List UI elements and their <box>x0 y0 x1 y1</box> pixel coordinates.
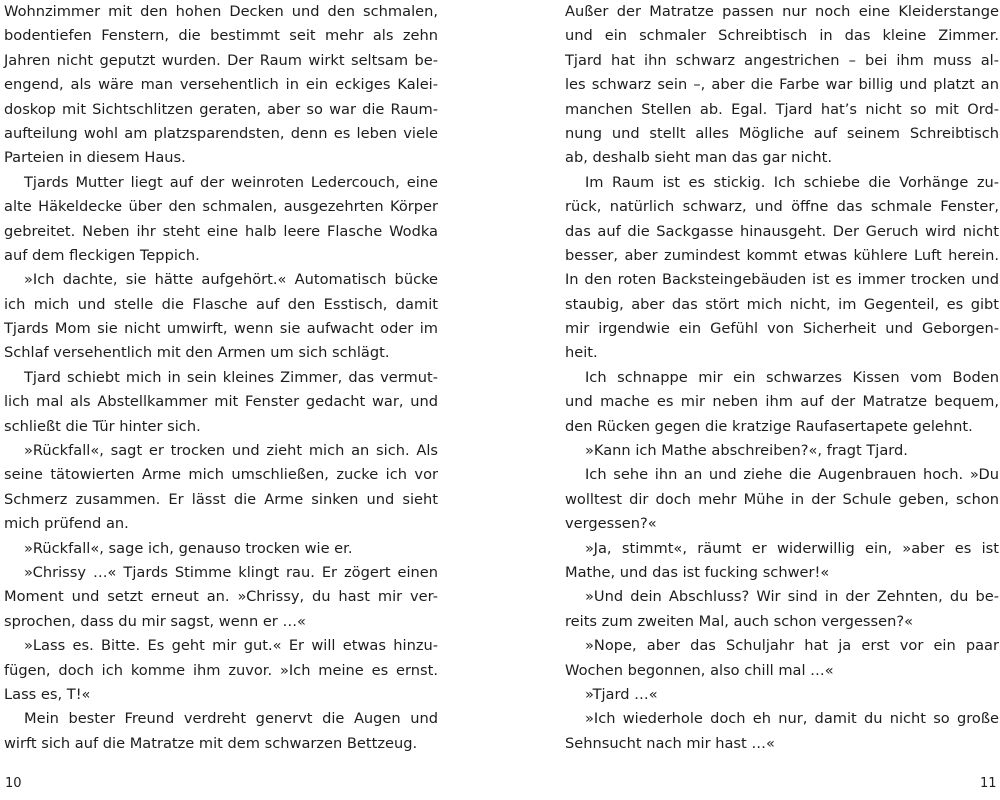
text-line: auf dem fleckigen Teppich. <box>4 246 200 264</box>
text-line: Wohnzimmer mit den hohen Decken und den schmalen, <box>4 3 438 20</box>
text-line: Mein bester Freund verdreht genervt die Augen und <box>24 710 438 728</box>
text-line: sprochen, dass du mir sagst, wenn er …« <box>4 612 306 630</box>
text-line: les schwarz sein –, aber die Farbe war billig und platzt an <box>565 76 999 94</box>
text-line: »Lass es. Bitte. Es geht mir gut.« Er will etwas hinzu- <box>24 637 438 655</box>
text-line: fügen, doch ich komme ihm zuvor. »Ich meine es ernst. <box>4 661 438 679</box>
text-line: »Und dein Abschluss? Wir sind in der Zehnten, du be- <box>585 588 999 606</box>
text-line: vergessen?« <box>565 515 657 533</box>
text-line: doskop mit Sichtschlitzen geraten, aber so war die Raum- <box>4 100 438 118</box>
text-line: Moment und setzt erneut an. »Chrissy, du hast mir ver- <box>4 588 438 606</box>
text-line: »Kann ich Mathe abschreiben?«, fragt Tjard. <box>585 442 908 460</box>
page-number-right: 11 <box>980 776 997 791</box>
text-line: ich mich und stelle die Flasche auf den Esstisch, damit <box>4 295 438 313</box>
text-line: In den roten Backsteingebäuden ist es immer trocken und <box>565 271 999 289</box>
text-line: »Nope, aber das Schuljahr hat ja erst vor ein paar <box>585 637 999 655</box>
text-line: nung und stellt alles Mögliche auf seinem Schreibtisch <box>565 124 999 142</box>
text-line: rück, natürlich schwarz, und öffne das schmale Fenster, <box>565 198 999 216</box>
text-line: Parteien in diesem Haus. <box>4 149 186 167</box>
text-line: engend, als wäre man versehentlich in ein eckiges Kalei- <box>4 76 438 94</box>
text-line: reits zum zweiten Mal, auch schon vergessen?« <box>565 612 914 630</box>
text-line: Tjards Mutter liegt auf der weinroten Ledercouch, eine <box>24 173 438 191</box>
text-line: bodentiefen Fenstern, die bestimmt seit mehr als zehn <box>4 27 438 45</box>
text-line: Tjards Mom sie nicht umwirft, wenn sie aufwacht oder im <box>4 320 438 338</box>
text-line: »Ja, stimmt«, räumt er widerwillig ein, »aber es ist <box>585 539 999 557</box>
text-line: den Rücken gegen die kratzige Raufasertapete gelehnt. <box>565 417 973 435</box>
text-line: »Tjard …« <box>585 685 658 703</box>
text-line: das auf die Sackgasse hinausgeht. Der Geruch wird nicht <box>565 222 999 240</box>
text-line: Schlaf versehentlich mit den Armen um sich schlägt. <box>4 344 390 362</box>
text-line: Sehnsucht nach mir hast …« <box>565 734 775 752</box>
text-line: seine tätowierten Arme mich umschließen, zucke ich vor <box>4 466 438 484</box>
text-line: und mache es mir neben ihm auf der Matratze bequem, <box>565 393 999 411</box>
text-line: Außer der Matratze passen nur noch eine Kleiderstange <box>565 3 999 20</box>
text-line: Tjard schiebt mich in sein kleines Zimmer, das vermut- <box>24 368 438 386</box>
text-line: schließt die Tür hinter sich. <box>4 417 201 435</box>
text-line: Ich sehe ihn an und ziehe die Augenbrauen hoch. »Du <box>585 466 999 484</box>
page-number-left: 10 <box>5 776 22 791</box>
text-line: alte Häkeldecke über den schmalen, ausgezehrten Körper <box>4 198 438 216</box>
text-line: »Rückfall«, sagt er trocken und zieht mich an sich. Als <box>24 442 438 460</box>
text-line: wolltest dir doch mehr Mühe in der Schule geben, schon <box>565 490 999 508</box>
text-line: Im Raum ist es stickig. Ich schiebe die Vorhänge zu- <box>585 173 999 191</box>
text-line: staubig, aber das stört mich nicht, im Gegenteil, es gibt <box>565 295 999 313</box>
text-line: gebreitet. Neben ihr steht eine halb leere Flasche Wodka <box>4 222 438 240</box>
right-page <box>565 0 999 756</box>
text-line: Jahren nicht geputzt wurden. Der Raum wirkt seltsam be- <box>4 51 438 69</box>
text-line: wirft sich auf die Matratze mit dem schwarzen Bettzeug. <box>4 734 418 752</box>
text-line: ab, deshalb sieht man das gar nicht. <box>565 149 833 167</box>
text-line: Schmerz zusammen. Er lässt die Arme sinken und sieht <box>4 490 438 508</box>
text-line: Wochen begonnen, also chill mal …« <box>565 661 834 679</box>
text-line: Mathe, und das ist fucking schwer!« <box>565 563 830 581</box>
text-line: »Chrissy …« Tjards Stimme klingt rau. Er zögert einen <box>24 563 438 581</box>
text-line: mich prüfend an. <box>4 515 129 533</box>
text-line: Lass es, T!« <box>4 685 91 703</box>
left-page <box>4 0 438 756</box>
text-line: mir irgendwie ein Gefühl von Sicherheit und Geborgen- <box>565 320 999 338</box>
text-line: lich mal als Abstellkammer mit Fenster gedacht war, und <box>4 393 438 411</box>
text-line: »Ich wiederhole doch eh nur, damit du nicht so große <box>585 710 999 728</box>
text-line: heit. <box>565 344 598 362</box>
text-line: Ich schnappe mir ein schwarzes Kissen vom Boden <box>585 368 999 386</box>
text-line: und ein schmaler Schreibtisch in das kleine Zimmer. <box>565 27 999 45</box>
text-line: »Ich dachte, sie hätte aufgehört.« Automatisch bücke <box>24 271 438 289</box>
text-line: Tjard hat ihn schwarz angestrichen – bei ihm muss al- <box>565 51 999 69</box>
text-line: »Rückfall«, sage ich, genauso trocken wie er. <box>24 539 353 557</box>
text-line: aufteilung wohl am platzsparendsten, denn es leben viele <box>4 124 438 142</box>
text-line: manchen Stellen ab. Egal. Tjard hat’s nicht so mit Ord- <box>565 100 999 118</box>
text-line: besser, aber zumindest kommt etwas kühlere Luft herein. <box>565 246 999 264</box>
